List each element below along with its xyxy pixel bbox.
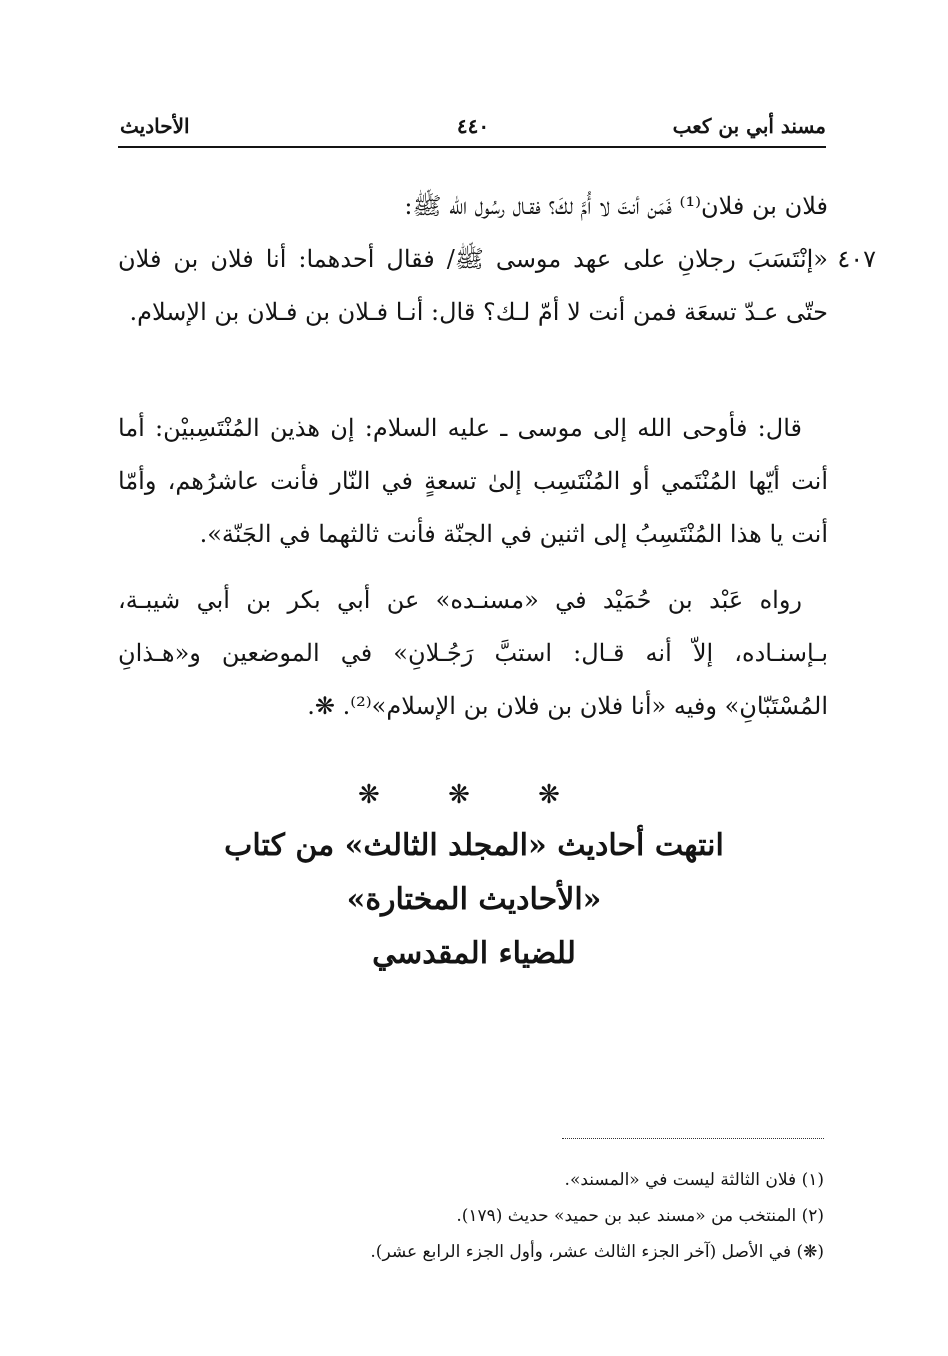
colophon-line-1: انتهت أحاديث «المجلد الثالث» من كتاب <box>224 828 724 863</box>
running-head <box>120 112 826 148</box>
continuation-line <box>118 180 828 233</box>
footnote: (١) فلان الثالثة ليست في «المسند». <box>564 1170 824 1190</box>
page-number: ٤٤٠ <box>456 114 490 138</box>
running-head-section-title: مسند أبي بن كعب <box>672 114 826 138</box>
paragraph-revelation: قال: فأوحى الله إلى موسى ـ عليه السلام: إن هذين المُنْتَسِبيْن: أما أنت أيّها المُنْتَمي أو المُنْتَسِب إلىٰ تسعةٍ في النّار فأنت عاشرُهم، وأمّا أنت يا هذا المُنْتَسِبُ إلى اثنين في الجنّة فأنت ثالثهما في الجَنّة». <box>118 414 828 548</box>
footnotes <box>200 1162 824 1270</box>
revelation-paragraph <box>118 402 828 561</box>
footnote-rule <box>562 1138 824 1139</box>
narration-paragraph <box>118 574 828 733</box>
header-rule <box>118 146 826 148</box>
paragraph-continued: فلان بن فلان⁽¹⁾ فَمَن أنتَ لا أُمَّ لكَ؟ فقـال رسُول الله ﷺ: <box>404 192 828 220</box>
hadith-text: «إنْتَسَبَ رجلانِ على عهد موسى ﷺ/ فقال أحدهما: أنا فلان بن فلان حتّى عـدّ تسعَة فمن أنت لا أمّ لـك؟ قال: أنـا فـلان بن فـلان بن الإسلام. <box>118 245 828 326</box>
paragraph-narration: رواه عَبْد بن حُمَيْد في «مسنـده» عن أبي بكر بن أبي شيبـة، بـإسنـاده، إلاّ أنه قـال: استبَّ رَجُـلانِ» في الموضعين و«هـذانِ المُسْتَبّانِ» وفيه «أنا فلان بن فلان بن الإسلام»⁽²⁾. ❋. <box>118 586 828 720</box>
colophon-line-3: للضياء المقدسي <box>372 936 576 971</box>
hadith-block <box>118 233 876 339</box>
hadith-number: ٤٠٧ <box>837 245 876 273</box>
section-separator: ❋ ❋ ❋ <box>358 780 590 810</box>
colophon-line-2: «الأحاديث المختارة» <box>346 882 602 917</box>
footnote: (٢) المنتخب من «مسند عبد بن حميد» حديث (١٧٩). <box>456 1206 824 1226</box>
footnote: (❋) في الأصل (آخر الجزء الثالث عشر، وأول الجزء الرابع عشر). <box>370 1242 824 1262</box>
running-head-chapter: الأحاديث <box>120 114 190 138</box>
